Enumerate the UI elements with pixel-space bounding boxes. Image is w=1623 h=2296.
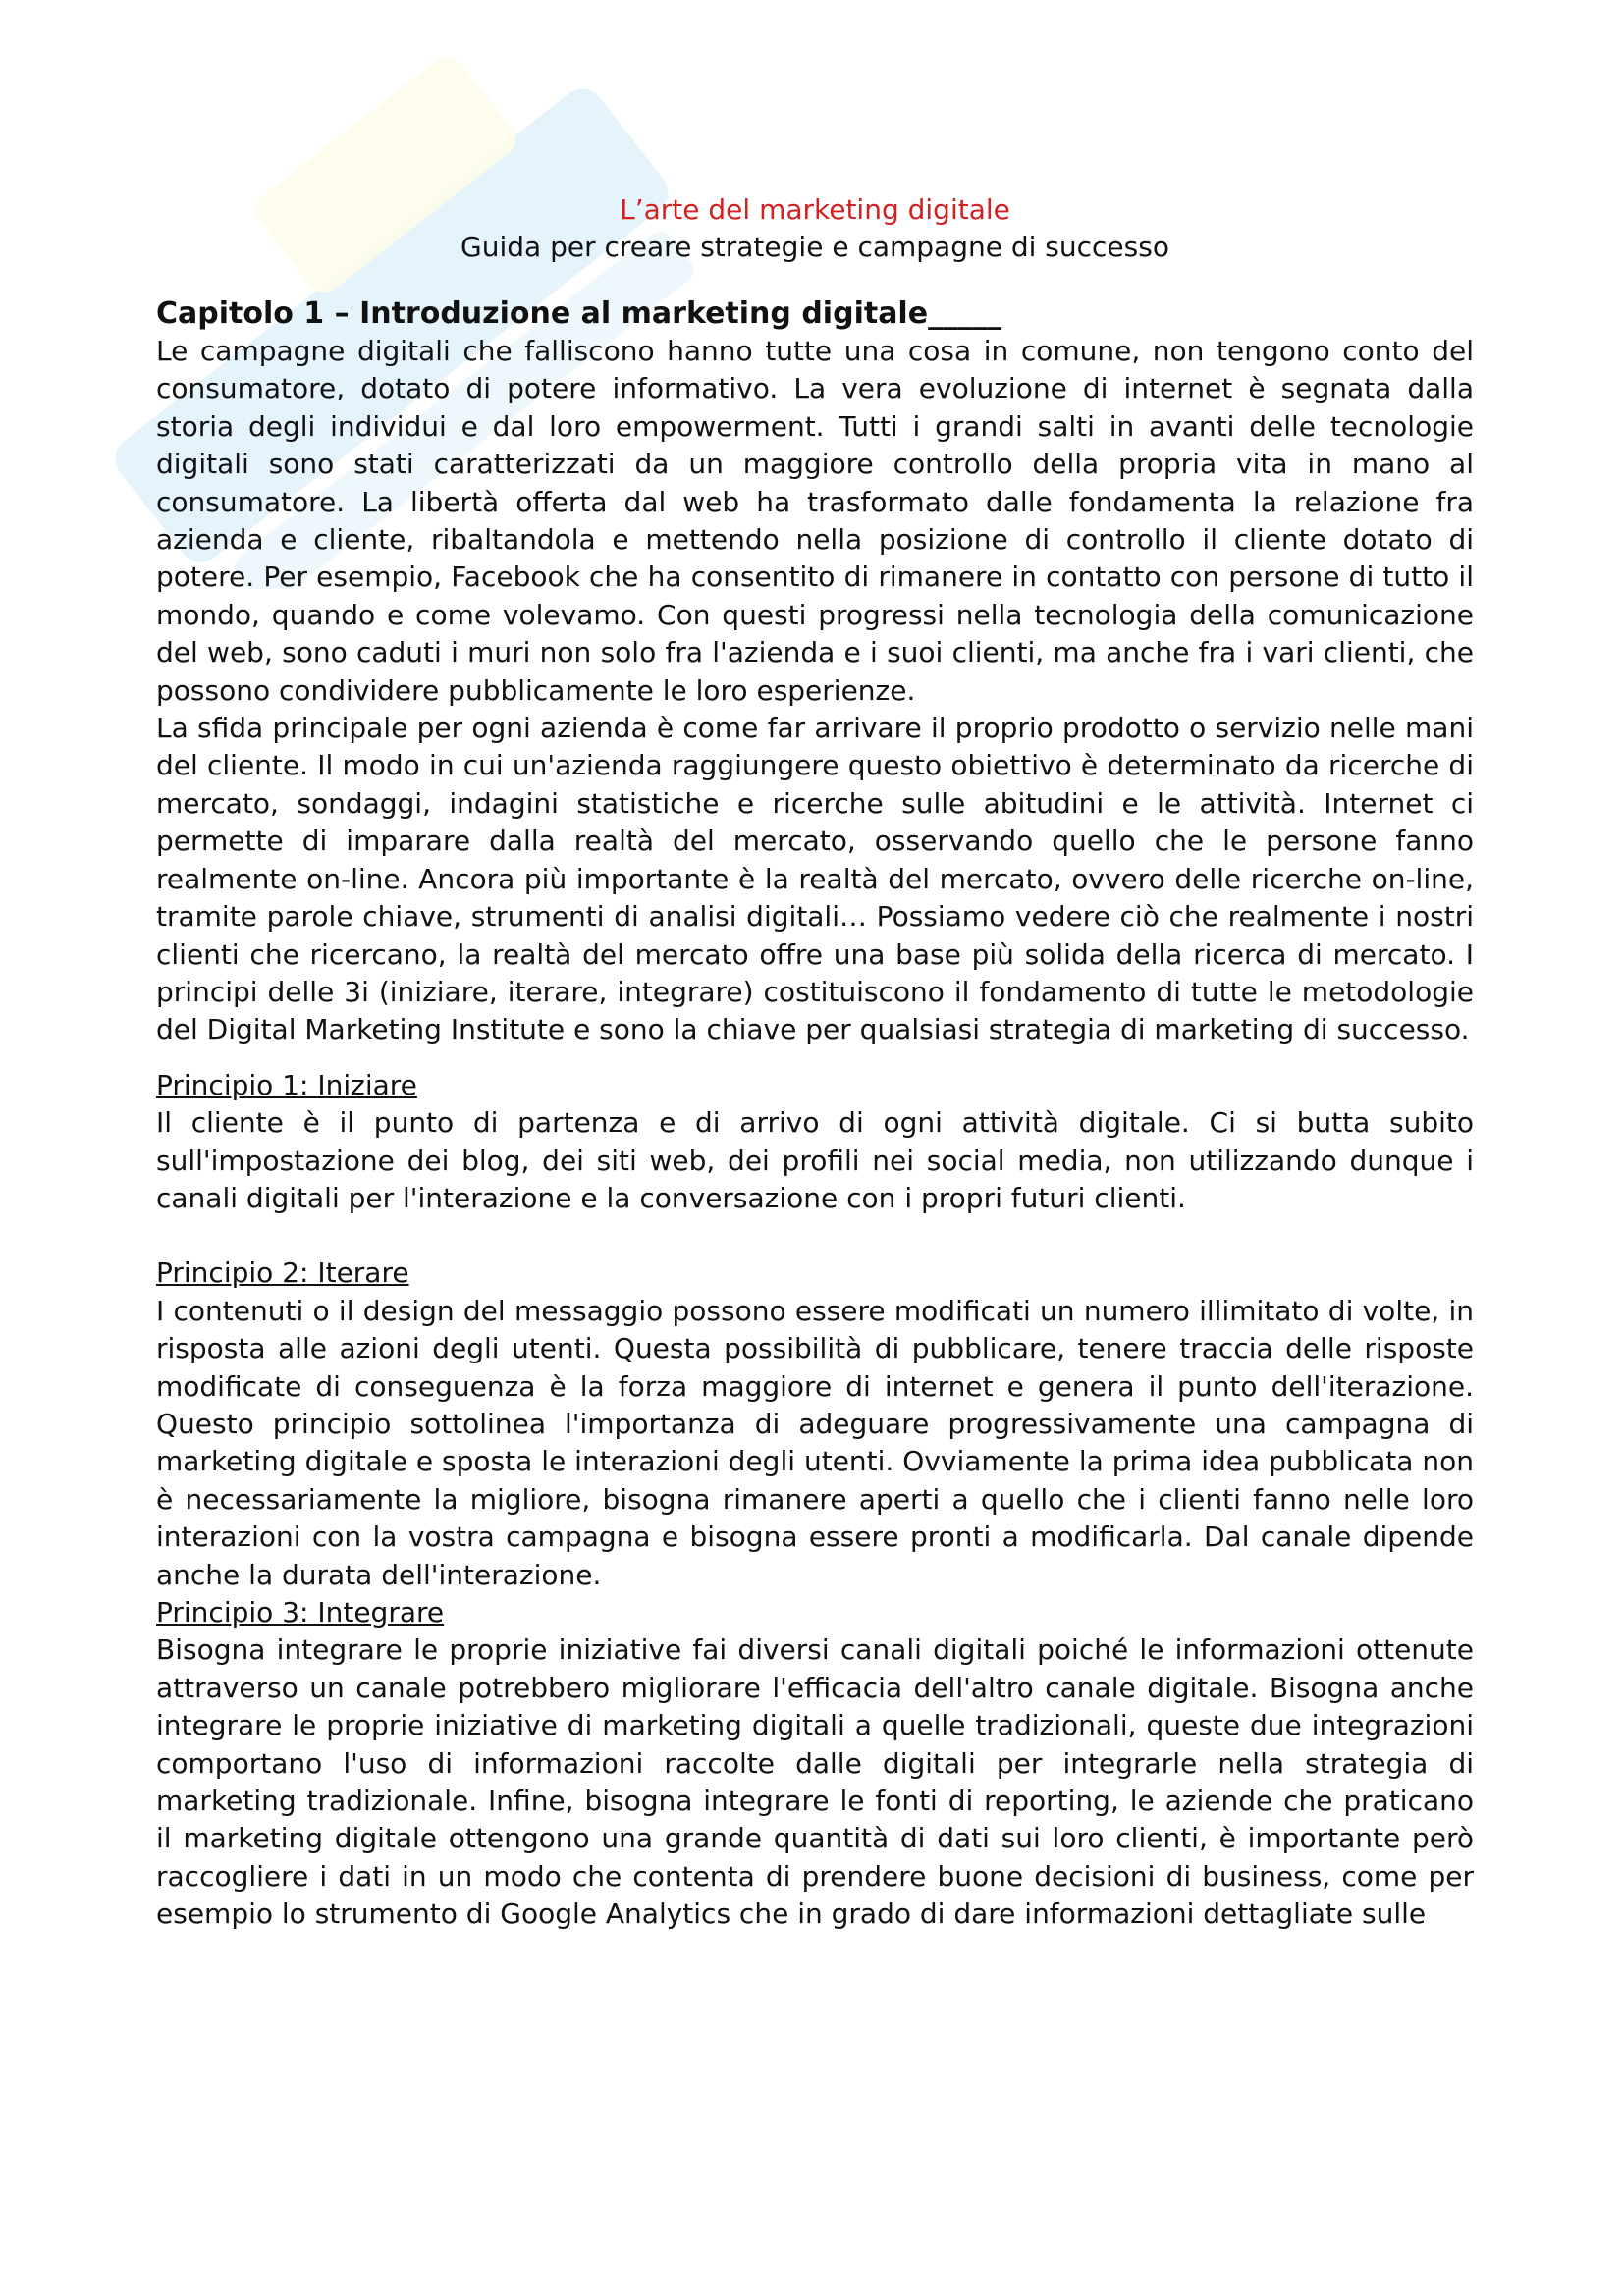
principle-2-heading: Principio 2: Iterare xyxy=(156,1256,409,1290)
intro-paragraph-2: La sfida principale per ogni azienda è come far arrivare il proprio prodotto o servizio nelle mani del cliente. Il modo in cui un'azienda raggiungere questo obiettivo è determinato da ricerche di mercato, sondaggi, indagini statistiche e ricerche sulle abitudini e le attività. Internet ci permette di imparare dalla realtà del mercato, osservando quello che le persone fanno realmente on-line. Ancora più importante è la realtà del mercato, ovvero delle ricerche on-line, tramite parole chiave, strumenti di analisi digitali… Possiamo vedere ciò che realmente i nostri clienti che ricercano, la realtà del mercato offre una base più solida della ricerca di mercato. I principi delle 3i (iniziare, iterare, integrare) costituiscono il fondamento di tutte le metodologie del Digital Marketing Institute e sono la chiave per qualsiasi strategia di marketing di successo. xyxy=(156,712,1474,1046)
chapter-heading: Capitolo 1 – Introduzione al marketing digitale_____ xyxy=(156,296,1002,331)
document-title: L’arte del marketing digitale xyxy=(620,193,1010,226)
document-page xyxy=(156,191,1474,1934)
principle-1-body: Il cliente è il punto di partenza e di arrivo di ogni attività digitale. Ci si butta subito sull'impostazione dei blog, dei siti web, dei profili nei social media, non utilizzando dunque i canali digitali per l'interazione e la conversazione con i propri futuri clienti. xyxy=(156,1106,1474,1214)
principle-2-body: I contenuti o il design del messaggio possono essere modificati un numero illimitato di volte, in risposta alle azioni degli utenti. Questa possibilità di pubblicare, tenere traccia delle risposte modificate di conseguenza è la forza maggiore di internet e genera il punto dell'iterazione. Questo principio sottolinea l'importanza di adeguare progressivamente una campagna di marketing digitale e sposta le interazioni degli utenti. Ovviamente la prima idea pubblicata non è necessariamente la migliore, bisogna rimanere aperti a quello che i clienti fanno nelle loro interazioni con la vostra campagna e bisogna essere pronti a modificarla. Dal canale dipende anche la durata dell'interazione. xyxy=(156,1294,1474,1591)
spacer xyxy=(156,1049,1474,1067)
principle-3-body: Bisogna integrare le proprie iniziative fai diversi canali digitali poiché le informazioni ottenute attraverso un canale potrebbero migliorare l'efficacia dell'altro canale digitale. Bisogna anche integrare le proprie iniziative di marketing digitali a quelle tradizionali, queste due integrazioni comportano l'uso di informazioni raccolte dalle digitali per integrarle nella strategia di marketing tradizionale. Infine, bisogna integrare le fonti di reporting, le aziende che praticano il marketing digitale ottengono una grande quantità di dati sui loro clienti, è importante però raccogliere i dati in un modo che contenta di prendere buone decisioni di business, come per esempio lo strumento di Google Analytics che in grado di dare informazioni dettagliate sulle xyxy=(156,1633,1474,1931)
spacer xyxy=(156,1217,1474,1255)
intro-paragraph-1: Le campagne digitali che falliscono hanno tutte una cosa in comune, non tengono conto del consumatore, dotato di potere informativo. La vera evoluzione di internet è segnata dalla storia degli individui e dal loro empowerment. Tutti i grandi salti in avanti delle tecnologie digitali sono stati caratterizzati da un maggiore controllo della propria vita in mano al consumatore. La libertà offerta dal web ha trasformato dalle fondamenta la relazione fra azienda e cliente, ribaltandola e mettendo nella posizione di controllo il cliente dotato di potere. Per esempio, Facebook che ha consentito di rimanere in contatto con persone di tutto il mondo, quando e come volevamo. Con questi progressi nella tecnologia della comunicazione del web, sono caduti i muri non solo fra l'azienda e i suoi clienti, ma anche fra i vari clienti, che possono condividere pubblicamente le loro esperienze. xyxy=(156,335,1474,707)
principle-3-heading: Principio 3: Integrare xyxy=(156,1596,445,1629)
principle-1-heading: Principio 1: Iniziare xyxy=(156,1068,417,1101)
document-subtitle: Guida per creare strategie e campagne di successo xyxy=(460,231,1169,263)
